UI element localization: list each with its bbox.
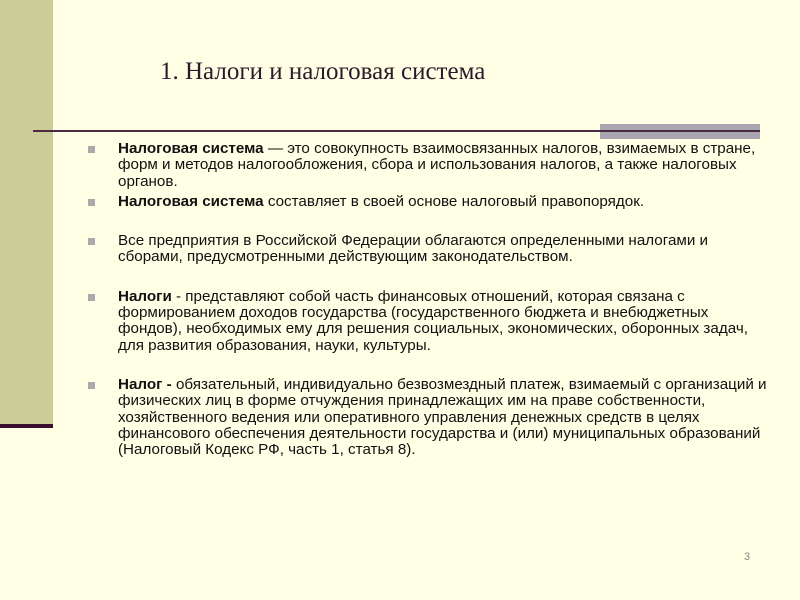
- sidebar-underline: [0, 424, 53, 428]
- definition: обязательный, индивидуально безвозмездный платеж, взимаемый с организаций и физических лиц в форме отчуждения принадлежащих им на праве собственности, хозяйственного ведения или оперативного управления денежных средств в целях финансового обеспечения деятельности государства и (или) муниципальных образований (Налоговый Кодекс РФ, часть 1, статья 8).: [118, 375, 767, 459]
- term: Налоговая система: [118, 192, 264, 210]
- list-item: [88, 141, 768, 190]
- bullet-icon: [88, 382, 95, 389]
- bullet-icon: [88, 146, 95, 153]
- definition: — это совокупность взаимосвязанных налогов, взимаемых в стране, форм и методов налогообложения, сбора и использования налогов, а также налоговых органов.: [118, 140, 756, 190]
- definition: - представляют собой часть финансовых отношений, которая связана с формированием доходов государства (государственного бюджета и внебюджетных фондов), необходимых ему для решения социальных, экономических, оборонных задач, для развития образования, науки, культуры.: [118, 287, 748, 354]
- term: Налог -: [118, 375, 172, 393]
- list-item: [88, 194, 768, 210]
- term: Налоги: [118, 287, 172, 305]
- bullet-icon: [88, 294, 95, 301]
- list-item: [88, 233, 768, 266]
- list-item: [88, 377, 768, 458]
- sidebar-decoration: [0, 0, 53, 424]
- page-number: 3: [744, 551, 751, 563]
- bullet-list: [88, 141, 768, 458]
- definition: Все предприятия в Российской Федерации облагаются определенными налогами и сборами, предусмотренными действующим законодательством.: [118, 232, 709, 266]
- title-divider-accent-line: [600, 130, 760, 132]
- definition: составляет в своей основе налоговый правопорядок.: [263, 192, 645, 210]
- slide-title: 1. Налоги и налоговая система: [160, 58, 486, 85]
- term: Налоговая система: [118, 140, 264, 157]
- bullet-icon: [88, 199, 95, 206]
- list-item: [88, 289, 768, 354]
- bullet-icon: [88, 238, 95, 245]
